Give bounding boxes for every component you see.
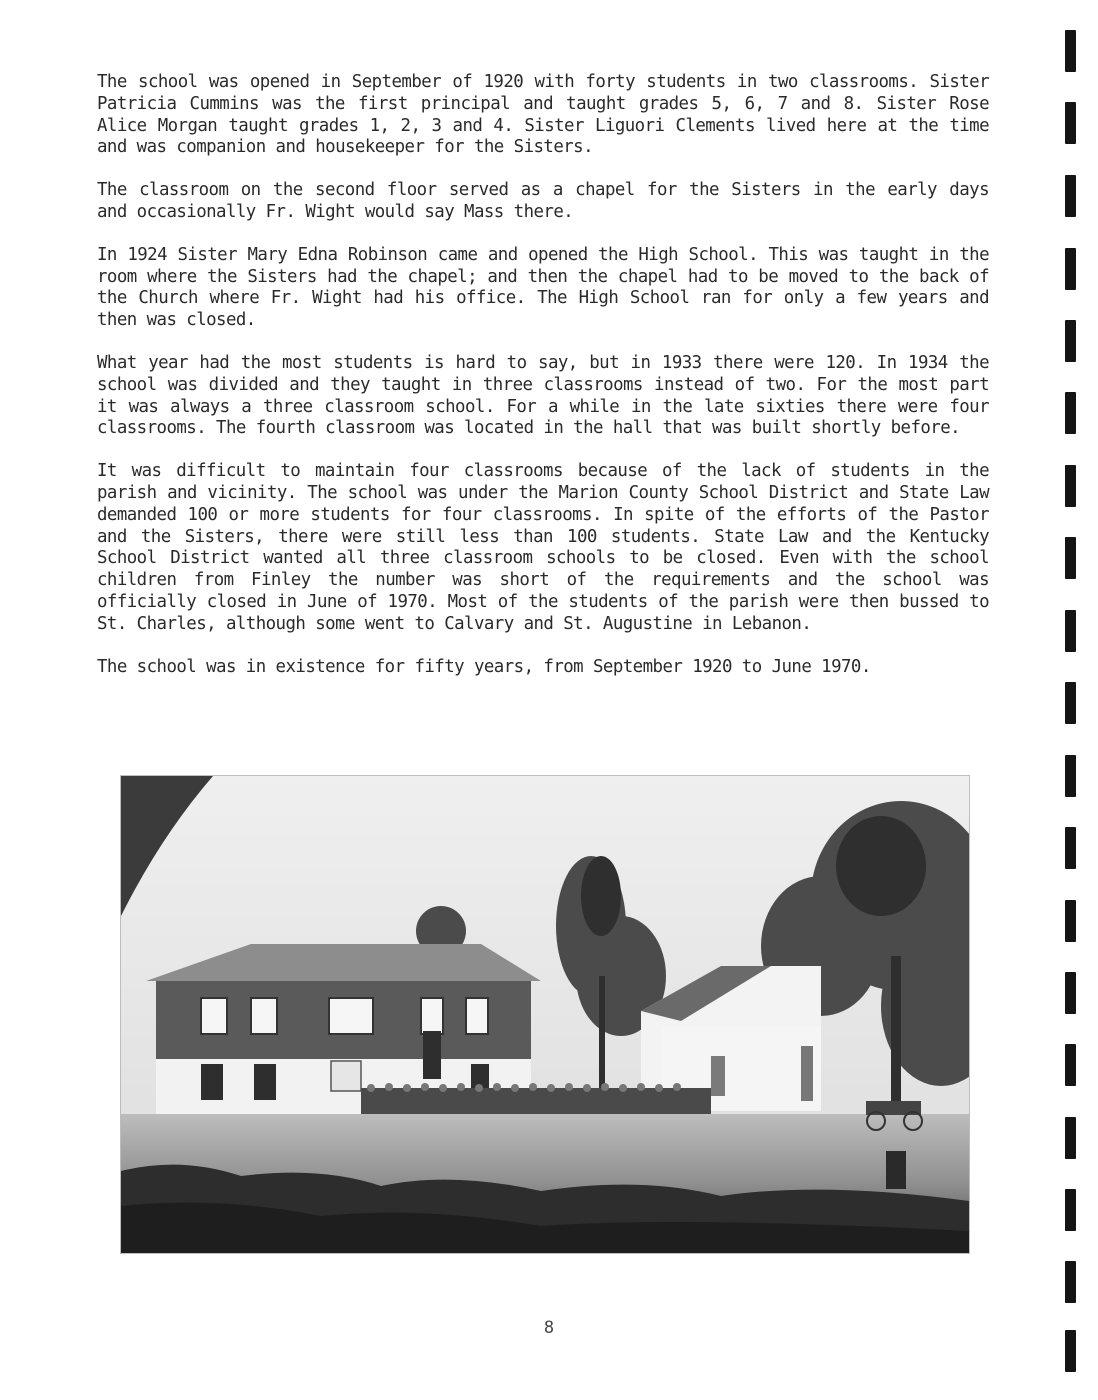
school-photograph [120,775,970,1254]
binding-hole-mark [1065,1189,1076,1231]
binding-hole-mark [1065,248,1076,290]
binding-hole-mark [1065,537,1076,579]
binding-hole-mark [1065,1044,1076,1086]
paragraph-enrollment: What year had the most students is hard to say, but in 1933 there were 120. In 1934 the school was divided and they taught in three classrooms instead of two. For the most part it was always a three classroom school. For a while in the late sixties there were four classrooms. The fourth classroom was located in the hall that was built shortly before. [97,352,989,439]
page-number: 8 [543,1318,555,1338]
binding-hole-mark [1065,682,1076,724]
binding-holes [1062,30,1080,1375]
paragraph-opening: The school was opened in September of 1920 with forty students in two classrooms. Sister Patricia Cummins was the first principal and taught grades 5, 6, 7 and 8. Sister Rose Alice Morgan taught grades 1, 2, 3 and 4. Sister Liguori Clements lived here at the time and was companion and housekeeper for the Sisters. [97,72,989,158]
binding-hole-mark [1065,1117,1076,1159]
binding-hole-mark [1065,1261,1076,1303]
binding-hole-mark [1065,1330,1076,1372]
binding-hole-mark [1065,610,1076,652]
binding-hole-mark [1065,755,1076,797]
binding-hole-mark [1065,175,1076,217]
body-text [97,72,989,699]
binding-hole-mark [1065,972,1076,1014]
binding-hole-mark [1065,320,1076,362]
paragraph-chapel: The classroom on the second floor served as a chapel for the Sisters in the early days and occasionally Fr. Wight would say Mass there. [97,180,989,222]
binding-hole-mark [1065,900,1076,942]
school-photo-image [121,776,969,1253]
paragraph-closing: It was difficult to maintain four classrooms because of the lack of students in the parish and vicinity. The school was under the Marion County School District and State Law demanded 100 or more students for four classrooms. In spite of the efforts of the Pastor and the Sisters, there were still less than 100 students. State Law and the Kentucky School District wanted all three classroom schools to be closed. Even with the school children from Finley the number was short of the requirements and the school was officially closed in June of 1970. Most of the students of the parish were then bussed to St. Charles, although some went to Calvary and St. Augustine in Lebanon. [97,461,989,634]
binding-hole-mark [1065,30,1076,72]
paragraph-high-school: In 1924 Sister Mary Edna Robinson came and opened the High School. This was taught in the room where the Sisters had the chapel; and then the chapel had to be moved to the back of the Church where Fr. Wight had his office. The High School ran for only a few years and then was closed. [97,244,989,331]
binding-hole-mark [1065,102,1076,144]
binding-hole-mark [1065,827,1076,869]
binding-hole-mark [1065,465,1076,507]
paragraph-summary: The school was in existence for fifty years, from September 1920 to June 1970. [97,656,871,677]
binding-hole-mark [1065,392,1076,434]
